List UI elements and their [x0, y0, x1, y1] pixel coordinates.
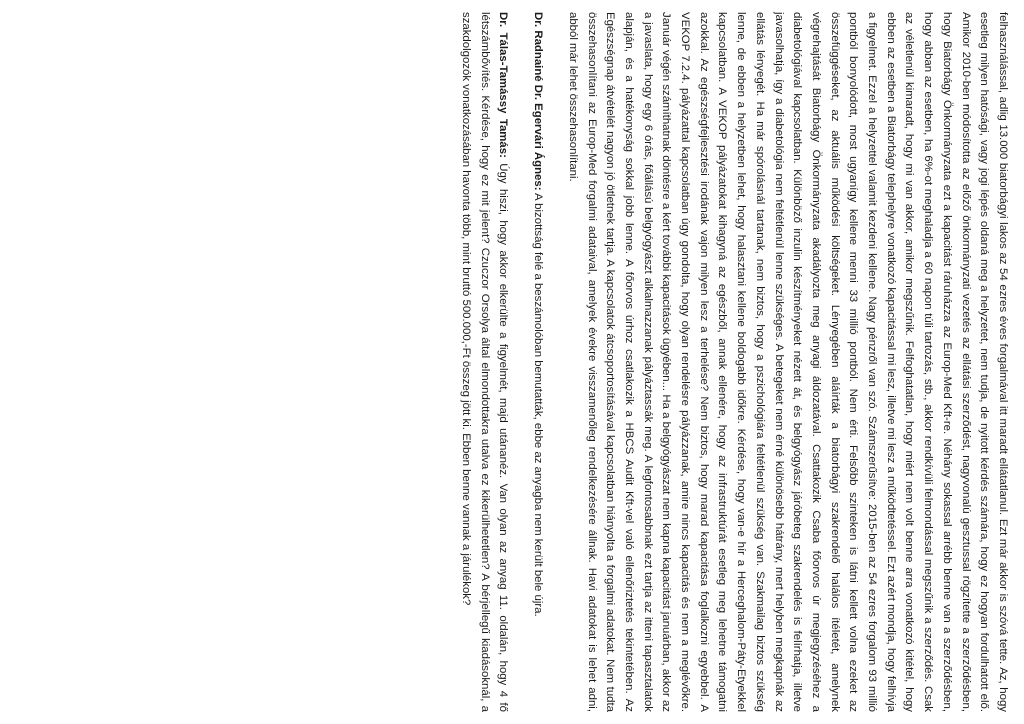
- paragraph-3: [456, 12, 512, 712]
- paragraph-2-text: A bizottság felé a beszámolóban bemutatták, ebbe az anyagba nem került bele újra.: [532, 190, 545, 617]
- document-page: [12, 12, 1012, 712]
- speaker-name: Dr. Tálas-Tamássy Tamás:: [497, 12, 510, 158]
- paragraph-2: [528, 12, 547, 712]
- paragraph-1: [563, 12, 1012, 712]
- paragraph-1-text: felhasználással, adlig 13.000 biatorbágyi lakos az 54 ezres éves forgalmával itt maradt ellátatlanul. Ezt már akkor is szóvá tette. Az, hogy esetleg milyen hatósági, vagy jogi lépés oldaná meg a helyzetet, nem tudja, de nyitott kérdés számára, hogy ez hogyan fordulhatott elő. Amikor 2010-ben módosította az előző önkormányzati vezetés az ellátási szerződést, nagyvonalú gesztussal rögzítette a szerződésben, hogy Biatorbágy Önkormányzata ezt a kapacitást ráruházza az Europ-Med Kft-re. Néhány sokassal arrébb benne van a szerződésben, hogy abban az esetben, ha 6%-ot meghaladja a 60 napon túli tartozás, stb., akkor rendkívüli felmondással megszűnik a szerződés. Csak az véletlenül kimaradt, hogy mi van akkor, amikor megszűnik. Felfoghatatlan, hogy miért nem volt benne arra vonatkozó kitétel, hogy ebben az esetben a Biatorbágy telephelyre vonatkozó kapacitással mi lesz, illetve mi lesz a működtetéssel. Ezt azért mondja, hogy felhívja a figyelmet. Ezzel a helyzettel valamit kezdeni kellene. Nagy pénzről van szó. Számszerűsítve: 2015-ben az 54 ezres forgalom 93 millió pontból bonyolódott, most ugyanígy kellene menni 33 millió pontból. Nem érti. Felsőbb szinteken is látni kellett volna ezeket az összefüggéseket, az aktuális működési költségeket. Lényegében aláírták a biatorbágyi szakrendelő halálos ítéletét, amelynek végrehajtását Biatorbágy Önkormányzata akadályozta meg anyagi áldozatával. Csattakozik Csaba főorvos úr megjegyzéséhez a diabetológiával kapcsolatban. Különböző inzulin készítményeket nézett át, és belgyógyász járóbeteg szakrendelés is felírhatja, illetve javasolhatja, így a diabetológia nem feltétlenül lenne szükséges. A betegeket nem érné különösebb hátrány, mert helyben megkapnák az ellátás lényegét. Ha már spórolásnál tartanak, nem biztos, hogy a pszichológiára feltétlenül szükség van. Szakmailag biztos szükség lenne, de ebben a helyzetben lehet, hogy halasztani kellene boldogabb időkre. Kérdése, hogy van-e hír a Herceghalom-Páty-Etyekkel kapcsolatban. A VEKOP pályázatokat kihagyná az egészből, annak ellenére, hogy az infrastruktúrát esetleg meg lehetne támogatni azokkal. Az egészségfejlesztési irodának vajon milyen lesz a terhelése? Nem biztos, hogy marad kapacitása foglalkozni egyebbel. A VEKOP 7.2.4. pályázattal kapcsolatban úgy gondolta, hogy olyan rendelésre pályázzanak, amire nincs kapacitás és nem a meglévőkre. Január végén számíthatnak döntésre a kért további kapacitások ügyében... Ha a belgyógyászat nem kapna kapacitást januárban, akkor az a javaslata, hogy egy 6 órás, főállású belgyógyászt alkalmazzanak pályáztassák meg. A legfontosabbnak ezt tartja az itteni tapasztalatok alapján, és a hatékonyság sokkal jobb lenne. A főorvos úrhoz csatlakozik a HBCS Audit Kft-vel való ellenőriztetés tekintetében. Az Egészségnap átvételét nagyon jó ötletnek tartja. A kapcsolatok átcsoportosításával kapcsolatban hiányolta a forgalmi adatokat. Nem tudta összehasonlítani az Europ-Med forgalmi adataival, amelyek évekre visszamenőleg rendelkezésére állnak. Havi adatokat is lehet adni, abból már lehet összehasonlítani.: [566, 12, 1009, 712]
- paragraph-3-text: Úgy hiszi, hogy akkor elkerülte a figyelmét, majd utánanéz. Van olyan az anyag 11. oldalán, hogy 4 fő létszámbővítés. Kérdése, hogy ez mit jelent? Czuczor Orsolya által elmondottakra utalva ez kikerülhetetlen? A bérjellegű kiadásoknál, a szakdolgozók vonatkozásában havonta több, mint bruttó 500.000,-Ft összeg jött ki. Ebben benne vannak a járulékok?: [460, 12, 510, 712]
- speaker-name: Dr. Radnainé Dr. Egervári Ágnes:: [532, 12, 545, 191]
